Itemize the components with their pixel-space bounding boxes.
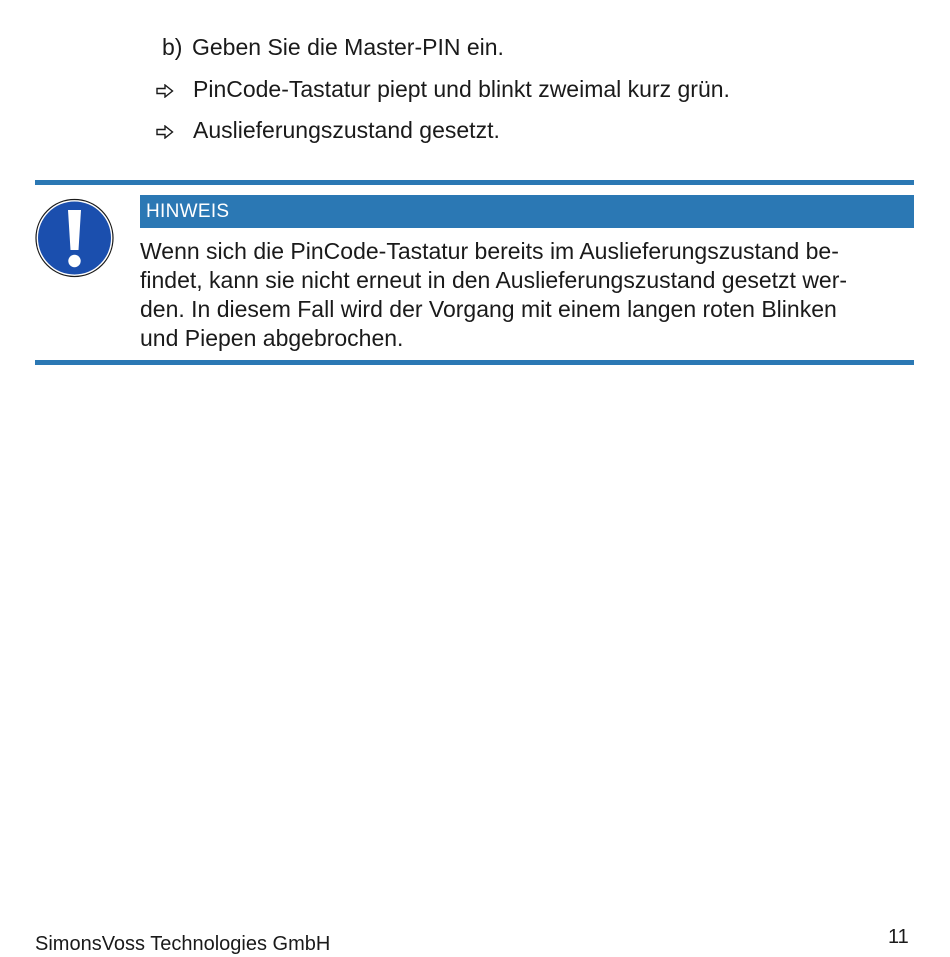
note-line: den. In diesem Fall wird der Vorgang mit einem langen roten Blinken	[140, 296, 837, 322]
note-line: findet, kann sie nicht erneut in den Auslieferungszustand gesetzt wer-	[140, 267, 848, 293]
footer-company: SimonsVoss Technologies GmbH	[35, 933, 331, 955]
result-text: Auslieferungszustand gesetzt.	[193, 117, 500, 143]
note-line: Wenn sich die PinCode-Tastatur bereits im Auslieferungszustand be-	[140, 238, 839, 264]
result-text: PinCode-Tastatur piept und blinkt zweimal kurz grün.	[193, 76, 730, 102]
step-text: Geben Sie die Master-PIN ein.	[192, 34, 504, 60]
step-number: b)	[162, 34, 183, 60]
exclamation-mandatory-icon	[35, 198, 114, 278]
hollow-right-arrow-icon	[156, 116, 193, 144]
note-top-rule	[35, 180, 914, 185]
result-item	[156, 116, 500, 144]
result-item	[156, 75, 730, 103]
hollow-right-arrow-icon	[156, 75, 193, 103]
page-number: 11	[888, 926, 909, 948]
instruction-step	[162, 33, 504, 61]
note-body	[140, 237, 847, 353]
note-bottom-rule	[35, 360, 914, 365]
note-line: und Piepen abgebrochen.	[140, 325, 404, 351]
note-heading: HINWEIS	[140, 195, 914, 228]
